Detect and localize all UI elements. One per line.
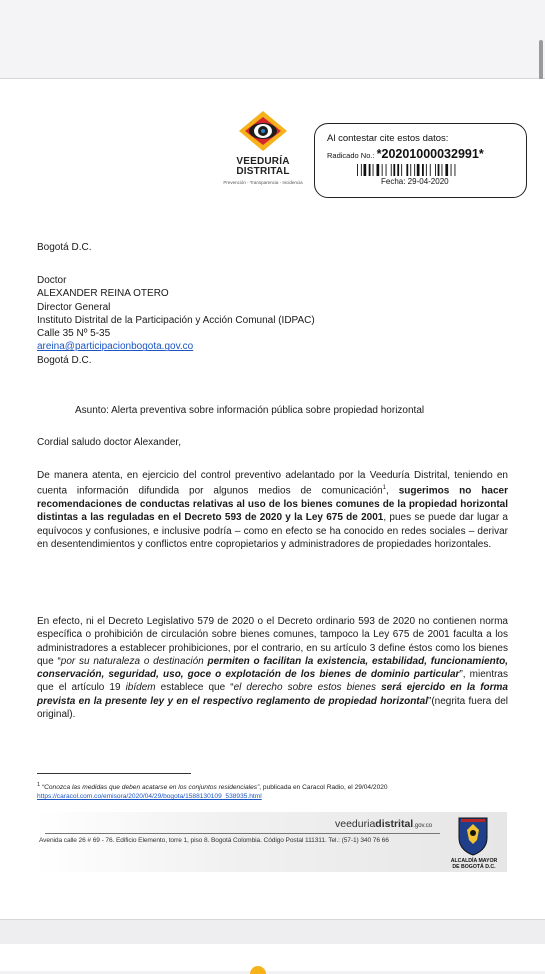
- p2-text-c: establece que “: [155, 682, 234, 694]
- recipient-institution: Instituto Distrital de la Participación y Acción Comunal (IDPAC): [37, 314, 315, 326]
- p1-bold: sugerimos no hacer recomendaciones de conductas relativas al uso de los bienes comunes de la propiedad horizontal distintas a las reguladas en el Decreto 593 de 2020 y la Ley 675 de 2001: [37, 485, 508, 524]
- p2-text-d: ”(negrita fuera del original).: [37, 695, 508, 721]
- footnote-quote: “Conozca las medidas que deben acatarse en los conjuntos residenciales”: [41, 784, 260, 792]
- barcode-icon: [357, 164, 487, 176]
- footnote-rest: , publicada en Caracol Radio, el 29/04/2020: [259, 784, 388, 792]
- recipient-email-link[interactable]: areina@participacionbogota.gov.co: [37, 341, 194, 353]
- radicado-stamp: [314, 123, 527, 198]
- footer-web-part-3: .gov.co: [413, 823, 433, 829]
- radicado-number: *20201000032991*: [376, 147, 484, 161]
- next-page-peek: [0, 944, 545, 971]
- p2-italic-3: el derecho sobre estos bienes: [233, 682, 382, 694]
- footnote: [37, 781, 507, 801]
- letter-subject: Asunto: Alerta preventiva sobre información pública sobre propiedad horizontal: [75, 405, 425, 416]
- page-gap: [0, 919, 545, 945]
- recipient-position: Director General: [37, 301, 111, 313]
- recipient-city: Bogotá D.C.: [37, 354, 92, 366]
- stamp-heading: Al contestar cite estos datos:: [327, 133, 449, 144]
- alcaldia-line-2: DE BOGOTÁ D.C.: [452, 864, 496, 870]
- radicado-label: Radicado No.:: [327, 151, 375, 160]
- p2-italic-2: ibídem: [125, 682, 156, 694]
- footer-web-part-2: distrital: [375, 818, 414, 830]
- letter-city: Bogotá D.C.: [37, 242, 92, 253]
- footnote-url-link[interactable]: https://caracol.com.co/emisora/2020/04/29/bogota/1588130109_538935.html: [37, 793, 262, 801]
- p2-italic-1: por su naturaleza o destinación: [60, 655, 208, 667]
- page-footer: [37, 812, 507, 877]
- paragraph-1: [37, 469, 508, 551]
- logo-tagline: Prevención - Transparencia - Incidencia: [223, 180, 303, 185]
- footer-web-part-1: veeduria: [335, 818, 376, 830]
- bogota-coat-of-arms-icon: [455, 816, 491, 856]
- logo-name-line-2: DISTRITAL: [236, 166, 290, 177]
- p1-comma: ,: [386, 485, 389, 497]
- footer-address: Avenida calle 26 # 69 - 76. Edificio Elemento, torre 1, piso 8. Bogotá Colombia. Código Postal 111311. Tel.: (57-1) 340 76 66: [39, 837, 389, 844]
- p2-text-a: En efecto, ni el Decreto Legislativo 579 de 2020 o el Decreto ordinario 593 de 2020 no contienen norma específica o prohibición de circulación sobre bienes comunes, tampoco la Ley 675 de 2001 faculta a los administradores a establecer prohibiciones, por el contrario, en su artículo 3 define éstos como los bienes que “: [37, 616, 508, 667]
- letter-greeting: Cordial saludo doctor Alexander,: [37, 437, 181, 448]
- viewer-top-bar: [0, 0, 545, 79]
- next-page-logo-icon: [250, 966, 266, 974]
- footer-rule: [45, 833, 440, 834]
- p2-text-b: ”, mientras que el artículo 19: [37, 669, 508, 694]
- alcaldia-line-1: ALCALDÍA MAYOR: [450, 858, 498, 864]
- recipient-block: [37, 274, 315, 367]
- radicado-line: [327, 147, 484, 161]
- footnote-number: 1: [37, 782, 41, 788]
- recipient-name: ALEXANDER REINA OTERO: [37, 288, 169, 300]
- p1-text-b: , pues se puede dar lugar a equívocos y confusiones, e inclusive podría – como en efecto se ha conocido en redes sociales – derivar en desentendimientos y conflictos entre copropietarios y administradores de propiedades horizontales.: [37, 512, 508, 550]
- document-page: [0, 79, 545, 919]
- alcaldia-label: [443, 858, 505, 870]
- recipient-title: Doctor: [37, 275, 67, 286]
- veeduria-logo: [208, 111, 318, 201]
- logo-name-line-1: VEEDURÍA: [236, 156, 290, 167]
- footnote-ref[interactable]: 1: [382, 485, 386, 492]
- p2-bold-italic-2: será ejercido en la forma prevista en la presente ley y en el respectivo reglamento de propiedad horizontal: [37, 682, 508, 707]
- paragraph-2: [37, 615, 508, 721]
- stamp-date: Fecha: 29-04-2020: [381, 177, 449, 186]
- p2-bold-italic-1: permiten o facilitan la existencia, estabilidad, funcionamiento, conservación, seguridad, uso, goce o explotación de los bienes de dominio particular: [37, 655, 508, 681]
- footer-website: [335, 818, 432, 830]
- veeduria-emblem-icon: [239, 111, 287, 157]
- footnote-divider: [37, 773, 191, 774]
- p1-text-a: De manera atenta, en ejercicio del control preventivo adelantado por la Veeduría Distrital, teniendo en cuenta información difundida por algunos medios de comunicación: [37, 470, 508, 497]
- recipient-address: Calle 35 Nº 5-35: [37, 328, 111, 340]
